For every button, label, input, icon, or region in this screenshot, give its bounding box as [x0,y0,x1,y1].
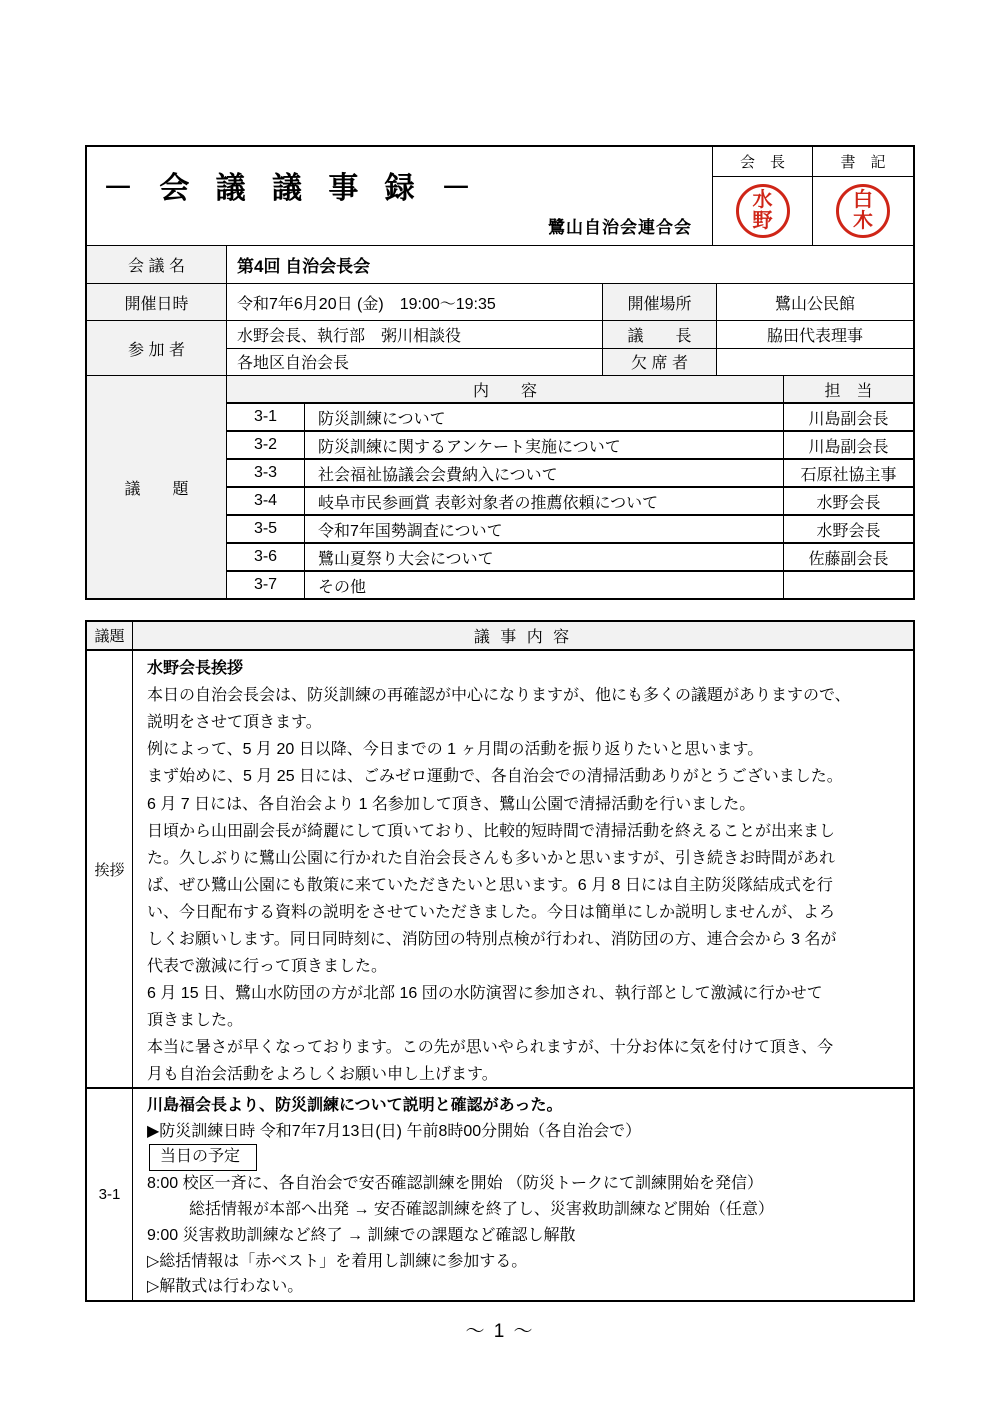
participants-label: 参 加 者 [87,321,227,375]
agenda-item-content: 鷺山夏祭り大会について [305,544,784,570]
agenda-owner-header: 担 当 [824,382,873,400]
minutes-line: しくお願いします。同日同時刻に、消防団の特別点検が行われ、消防団の方、連合会から 3 名が [147,931,837,949]
place-value: 鷺山公民館 [774,295,855,313]
agenda-item-owner [784,572,913,598]
agenda-row [227,542,913,570]
minutes-line: ▷総括情報は「赤ベスト」を着用し訓練に参加する。 [147,1252,528,1270]
minutes-topic-header: 議題 [87,622,133,649]
minutes-line: ▶防災訓練日時 令和7年7月13日(日) 午前8時00分開始（各自治会で） [147,1122,642,1140]
agenda-rows [227,404,913,598]
minutes-line: 水野会長挨拶 [147,660,244,678]
agenda-item-content: 岐阜市民参画賞 表彰対象者の推薦依頼について [305,488,784,514]
meeting-name-label: 会 議 名 [87,246,227,283]
minutes-section [87,649,913,1087]
chairman-seal-char-bottom: 野 [752,210,773,232]
minutes-line: 本当に暑さが早くなっております。この先が思いやられますが、十分お体に気を付けて頂き、今 [147,1039,834,1057]
minutes-header-row [87,622,913,649]
participants-value-1: 水野会長、執行部 粥川相談役 [237,327,462,345]
agenda-item-owner: 佐藤副会長 [808,550,889,568]
agenda-item-no: 3-7 [227,572,305,598]
agenda-row [227,430,913,458]
agenda-row [227,486,913,514]
chairperson-label: 議 長 [602,321,717,348]
document-title: － 会 議 議 事 録 － [103,172,481,205]
agenda-item-owner: 水野会長 [816,522,881,540]
agenda-item-content: その他 [305,572,784,598]
chairman-seal-char-top: 水 [752,189,773,211]
chairman-seal-column [713,147,813,245]
minutes-line: 日頃から山田副会長が綺麗にして頂いており、比較的短時間で清掃活動を終えることが出来まし [147,822,836,840]
agenda-row [227,458,913,486]
agenda-header-row [227,376,913,404]
minutes-line: た。久しぶりに鷺山公園に行かれた自治会長さんも多いかと思いますが、引き続きお時間があれ [147,849,836,867]
participants-row [87,320,913,375]
agenda-item-no: 3-1 [227,404,305,430]
agenda-item-content: 令和7年国勢調査について [305,516,784,542]
minutes-content-header: 議 事 内 容 [473,629,573,647]
minutes-line: 月も自治会活動をよろしくお願い申し上げます。 [147,1066,498,1084]
secretary-seal-char-top: 白 [853,189,873,211]
participants-right [227,321,913,375]
agenda-section-label: 議 題 [87,376,227,598]
agenda-item-owner: 川島副会長 [808,438,889,456]
minutes-section-label: 3-1 [87,1089,133,1300]
secretary-seal-column [813,147,913,245]
minutes-section-content [133,1089,913,1300]
agenda-item-content: 防災訓練に関するアンケート実施について [305,432,784,458]
minutes-line: ば、ぜひ鷺山公園にも散策に来ていただきたいと思います。6 月 8 日には自主防災隊結成式を行 [147,876,833,894]
minutes-section-content [133,651,913,1087]
minutes-table [85,620,915,1302]
organization-name: 鷺山自治会連合会 [548,218,692,237]
minutes-line: 本日の自治会長会は、防災訓練の再確認が中心になりますが、他にも多くの議題がありますので、 [147,687,851,705]
secretary-seal-char-bottom: 木 [853,210,873,232]
minutes-line: ▷解散式は行わない。 [147,1278,304,1296]
agenda-item-content: 社会福祉協議会会費納入について [305,460,784,486]
minutes-line: 6 月 7 日には、各自治会より 1 名参加して頂き、鷺山公園で清掃活動を行いました。 [147,795,756,813]
minutes-line: 例によって、5 月 20 日以降、今日までの 1 ヶ月間の活動を振り返りたいと思います。 [147,741,764,759]
minutes-line [147,1144,905,1171]
chairman-seal-area [713,177,812,245]
absentees-label: 欠 席 者 [602,349,717,376]
agenda-item-no: 3-4 [227,488,305,514]
agenda-item-no: 3-3 [227,460,305,486]
chairman-seal-stamp [736,184,790,238]
agenda-item-no: 3-5 [227,516,305,542]
participants-subrow-1 [227,321,913,349]
agenda-row [227,514,913,542]
minutes-line: 総括情報が本部へ出発 → 安否確認訓練を終了し、災害救助訓練など開始（任意） [189,1201,774,1219]
agenda-item-no: 3-6 [227,544,305,570]
agenda-subtable [227,376,913,598]
datetime-label: 開催日時 [87,284,227,320]
minutes-line: い、今日配布する資料の説明をさせていただきました。今日は簡単にしか説明しませんが、よろ [147,903,836,921]
meeting-summary-table [85,145,915,600]
minutes-line: 説明をさせて頂きます。 [147,714,322,732]
chairperson-value: 脇田代表理事 [766,327,863,345]
minutes-line: 川島福会長より、防災訓練について説明と確認があった。 [147,1097,563,1115]
title-row [87,147,913,245]
minutes-line: 代表で激減に行って頂きました。 [147,958,388,976]
meeting-name-value: 第4回 自治会長会 [237,257,371,276]
agenda-row [227,404,913,430]
secretary-seal-stamp [836,184,890,238]
agenda-item-no: 3-2 [227,432,305,458]
day-plan-box: 当日の予定 [149,1144,257,1171]
agenda-block [87,375,913,598]
minutes-body [87,649,913,1300]
minutes-line: 9:00 災害救助訓練など終了 → 訓練での課題など確認し解散 [147,1226,576,1244]
minutes-line: 8:00 校区一斉に、各自治会で安否確認訓練を開始 （防災トークにて訓練開始を発信） [147,1175,764,1193]
participants-value-2: 各地区自治会長 [237,355,350,373]
agenda-item-owner: 川島副会長 [808,410,889,428]
absentees-value [717,349,913,376]
agenda-item-content: 防災訓練について [305,404,784,430]
minutes-section [87,1087,913,1300]
chairman-label: 会 長 [713,147,812,177]
agenda-item-owner: 水野会長 [816,494,881,512]
datetime-row [87,283,913,320]
agenda-item-owner: 石原社協主事 [800,466,897,484]
minutes-section-label: 挨拶 [87,651,133,1087]
secretary-label: 書 記 [813,147,913,177]
minutes-line: まず始めに、5 月 25 日には、ごみゼロ運動で、各自治会での清掃活動ありがとうございました。 [147,768,843,786]
meeting-name-row [87,245,913,283]
datetime-value: 令和7年6月20日 (金) 19:00～19:35 [237,295,496,313]
secretary-seal-area [813,177,913,245]
title-cell [87,147,713,245]
place-label: 開催場所 [602,284,717,320]
participants-subrow-2 [227,349,913,376]
minutes-line: 6 月 15 日、鷺山水防団の方が北部 16 団の水防演習に参加され、執行部として激減に行かせて [147,985,823,1003]
agenda-content-header: 内 容 [227,376,784,402]
agenda-row [227,570,913,598]
page-number: ～ 1 ～ [465,1321,535,1342]
minutes-line: 頂きました。 [147,1012,244,1030]
